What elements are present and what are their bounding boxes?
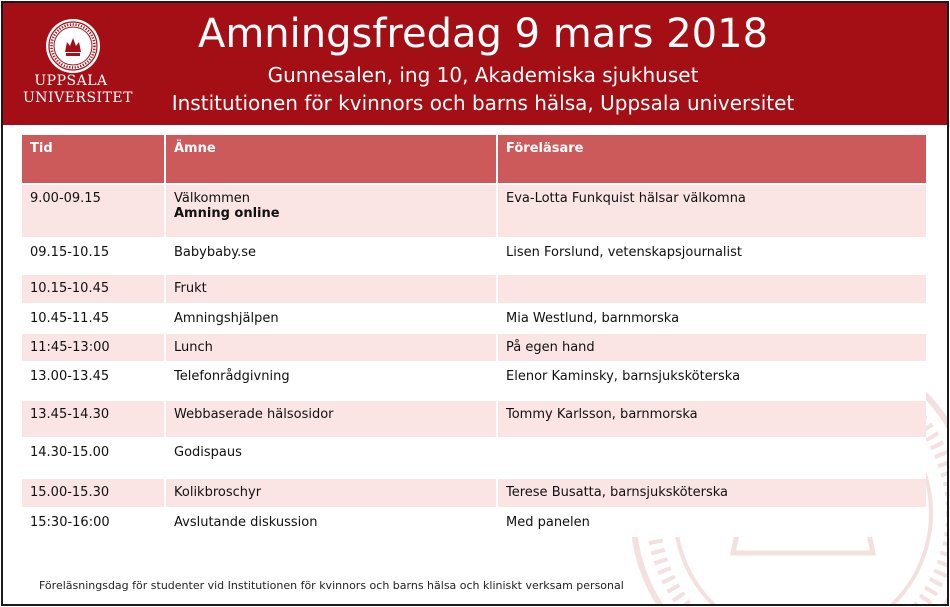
row-time: 11:45-13:00: [22, 332, 166, 361]
table-row: [22, 477, 926, 507]
row-speaker: Elenor Kaminsky, barnsjuksköterska: [498, 361, 926, 399]
row-time: 10.15-10.45: [22, 273, 166, 303]
page-title: Amningsfredag 9 mars 2018: [197, 11, 769, 57]
row-topic: Babybaby.se: [166, 237, 498, 273]
column-header-time: Tid: [22, 135, 166, 183]
footer-note: Föreläsningsdag för studenter vid Institutionen för kvinnors och barns hälsa och kliniskt verksam personal: [39, 579, 624, 592]
subtitle-institution: Institutionen för kvinnors och barns hälsa, Uppsala universitet: [171, 91, 795, 115]
table-row: [22, 507, 926, 537]
row-time: 9.00-09.15: [22, 183, 166, 237]
row-time: 13.00-13.45: [22, 361, 166, 399]
slide: [1, 1, 949, 606]
table-row: [22, 437, 926, 477]
row-topic: Frukt: [166, 273, 498, 303]
subtitle-location: Gunnesalen, ing 10, Akademiska sjukhuset: [267, 63, 699, 87]
row-topic: Godispaus: [166, 437, 498, 477]
table-row: [22, 361, 926, 399]
table-row: [22, 332, 926, 361]
row-time: 15:30-16:00: [22, 507, 166, 537]
uppsala-university-seal-icon: [45, 18, 101, 74]
table-row: [22, 303, 926, 332]
row-speaker: [498, 273, 926, 303]
row-time: 09.15-10.15: [22, 237, 166, 273]
row-speaker: [498, 437, 926, 477]
row-time: 10.45-11.45: [22, 303, 166, 332]
table-row: [22, 399, 926, 437]
row-time: 15.00-15.30: [22, 477, 166, 507]
row-speaker: Terese Busatta, barnsjuksköterska: [498, 477, 926, 507]
row-speaker: På egen hand: [498, 332, 926, 361]
row-speaker: Lisen Forslund, vetenskapsjournalist: [498, 237, 926, 273]
row-speaker: Mia Westlund, barnmorska: [498, 303, 926, 332]
row-topic-bold: Amning online: [174, 206, 280, 221]
row-topic: [166, 183, 498, 237]
schedule-table: [22, 135, 926, 537]
row-topic: Kolikbroschyr: [166, 477, 498, 507]
column-header-topic: Ämne: [166, 135, 498, 183]
row-topic: Amningshjälpen: [166, 303, 498, 332]
row-speaker: Tommy Karlsson, barnmorska: [498, 399, 926, 437]
table-row: [22, 273, 926, 303]
row-topic: Lunch: [166, 332, 498, 361]
row-time: 13.45-14.30: [22, 399, 166, 437]
row-speaker: Med panelen: [498, 507, 926, 537]
row-topic: Telefonrådgivning: [166, 361, 498, 399]
university-name-line1: UPPSALA: [34, 73, 108, 89]
row-speaker: Eva-Lotta Funkquist hälsar välkomna: [498, 183, 926, 237]
table-header-row: [22, 135, 926, 183]
table-row: [22, 237, 926, 273]
column-header-speaker: Föreläsare: [498, 135, 926, 183]
row-topic: Avslutande diskussion: [166, 507, 498, 537]
table-row: [22, 183, 926, 237]
row-time: 14.30-15.00: [22, 437, 166, 477]
university-name-line2: UNIVERSITET: [23, 90, 133, 106]
header-banner: [3, 3, 947, 125]
row-topic: Webbaserade hälsosidor: [166, 399, 498, 437]
row-topic-text: Välkommen: [174, 191, 251, 206]
